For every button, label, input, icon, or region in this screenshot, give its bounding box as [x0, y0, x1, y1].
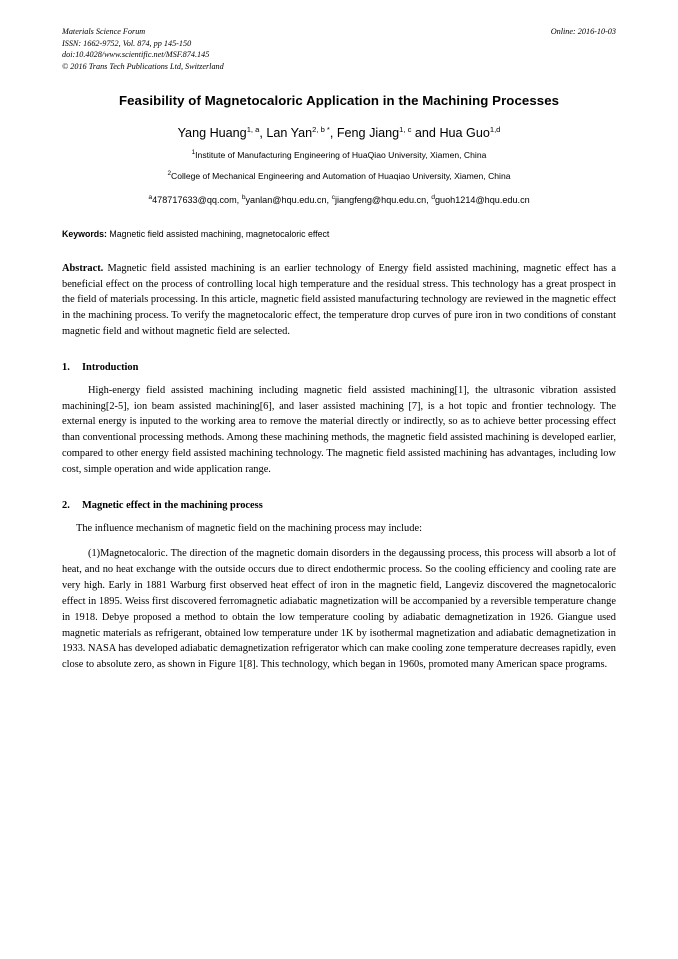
abstract-label: Abstract.: [62, 262, 104, 274]
affiliation-sup-1: 1: [191, 148, 196, 156]
keywords-line: [62, 229, 616, 239]
section-number-1: 1.: [62, 361, 70, 373]
journal-info: [62, 26, 224, 73]
author-sep-3: and: [411, 125, 440, 140]
affiliation-1: [62, 149, 616, 161]
author-list: [62, 125, 616, 140]
section-title-1: Introduction: [82, 361, 139, 373]
online-date: Online: 2016-10-03: [550, 27, 616, 36]
email-address-2: yanlan@hqu.edu.cn,: [245, 194, 332, 205]
author-sup-1: 1, a: [246, 124, 260, 134]
author-name-3: Feng Jiang: [336, 125, 400, 140]
email-list: [62, 194, 616, 205]
section-1-paragraph-1: High-energy field assisted machining including magnetic field assisted machining[1], the ultrasonic vibration assisted machining[2-5], ion beam assisted machining[6], and laser assisted machining [7], is a hot topic and frontier technology. The external energy is inputed to the working area to remove the material directly or indirectly, so as to achieve better processing effect than conventional processing methods. Among these machining methods, the magnetic field assisted machining is developed earlier, compared to other energy field assisted machining technology. The magnetic field assisted machining has advantages, including low cost, simple operation and wide application range.: [62, 384, 616, 475]
email-address-4: guoh1214@hqu.edu.cn: [434, 194, 530, 205]
section-2-paragraph-2: (1)Magnetocaloric. The direction of the magnetic domain disorders in the degaussing process, this process will absorb a lot of heat, and no heat exchange with the outside occurs due to direct endothermic process. So the cooling efficiency and cooling rate are very high. Early in 1881 Warburg first observed heat effect of iron in the magnetic field, Langeviz discovered the magnetocaloric effect in 1895. Weiss first discovered ferromagnetic adiabatic magnetization will be accompanied by a reversible temperature change in 1918. Debye proposed a method to obtain the low temperature cooling by adiabatic demagnetization in 1926. Giangue used magnetic materials as refrigerant, obtained low temperature under 1K by isothermal magnetization and adiabatic demagnetization in 1933. NASA has developed adiabatic demagnetization refrigerator which can make cooling zone temperature decreases rapidly, even close to absolute zero, as shown in Figure 1[8]. This technology, which began in 1960s, promoted many American space programs.: [62, 548, 616, 671]
keywords-label: Keywords:: [62, 228, 107, 239]
affiliation-sup-2: 2: [167, 170, 172, 178]
email-sup-3: c: [331, 193, 335, 201]
section-number-2: 2.: [62, 499, 70, 511]
affiliation-text-1: Institute of Manufacturing Engineering of HuaQiao University, Xiamen, China: [195, 149, 487, 160]
abstract-block: [62, 261, 616, 340]
journal-name: Materials Science Forum: [62, 27, 146, 36]
author-sep-1: ,: [259, 125, 267, 140]
doi-line: doi:10.4028/www.scientific.net/MSF.874.145: [62, 50, 210, 60]
email-sup-1: a: [148, 193, 153, 201]
keywords-value: Magnetic field assisted machining, magnetocaloric effect: [106, 228, 330, 239]
affiliation-2: [62, 170, 616, 182]
author-name-4: Hua Guo: [439, 125, 490, 140]
section-heading-1: [62, 362, 616, 373]
issn-line: ISSN: 1662-9752, Vol. 874, pp 145-150: [62, 38, 192, 48]
section-heading-2: [62, 500, 616, 511]
section-title-2: Magnetic effect in the machining process: [82, 499, 263, 511]
author-sup-2: 2, b *: [312, 124, 330, 134]
affiliation-text-2: College of Mechanical Engineering and Automation of Huaqiao University, Xiamen, China: [171, 171, 511, 182]
page-title: Feasibility of Magnetocaloric Application in the Machining Processes: [118, 92, 560, 108]
email-sup-4: d: [431, 193, 435, 201]
copyright-line: © 2016 Trans Tech Publications Ltd, Switzerland: [62, 61, 224, 71]
email-address-3: jiangfeng@hqu.edu.cn,: [335, 194, 432, 205]
author-sup-4: 1,d: [489, 124, 501, 134]
abstract-text: Magnetic field assisted machining is an earlier technology of Energy field assisted machining, magnetic effect has a beneficial effect on the process of controlling local high temperature and the residual stress. This technology has a great prospect in the field of materials processing. In this article, magnetic field assisted manufacturing technology are reviewed in the magnetic effect in the machining process. To verify the magnetocaloric effect, the temperature drop curves of pure iron in two conditions of constant magnetic field and without magnetic field are selected.: [62, 262, 616, 337]
email-address-1: 478717633@qq.com,: [152, 194, 242, 205]
email-sup-2: b: [241, 193, 246, 201]
author-sup-3: 1, c: [399, 124, 412, 134]
author-sep-2: ,: [329, 125, 337, 140]
author-name-2: Lan Yan: [266, 125, 313, 140]
section-2-paragraph-1: The influence mechanism of magnetic field on the machining process may include:: [76, 522, 422, 534]
author-name-1: Yang Huang: [177, 125, 247, 140]
page-header: [62, 26, 616, 73]
